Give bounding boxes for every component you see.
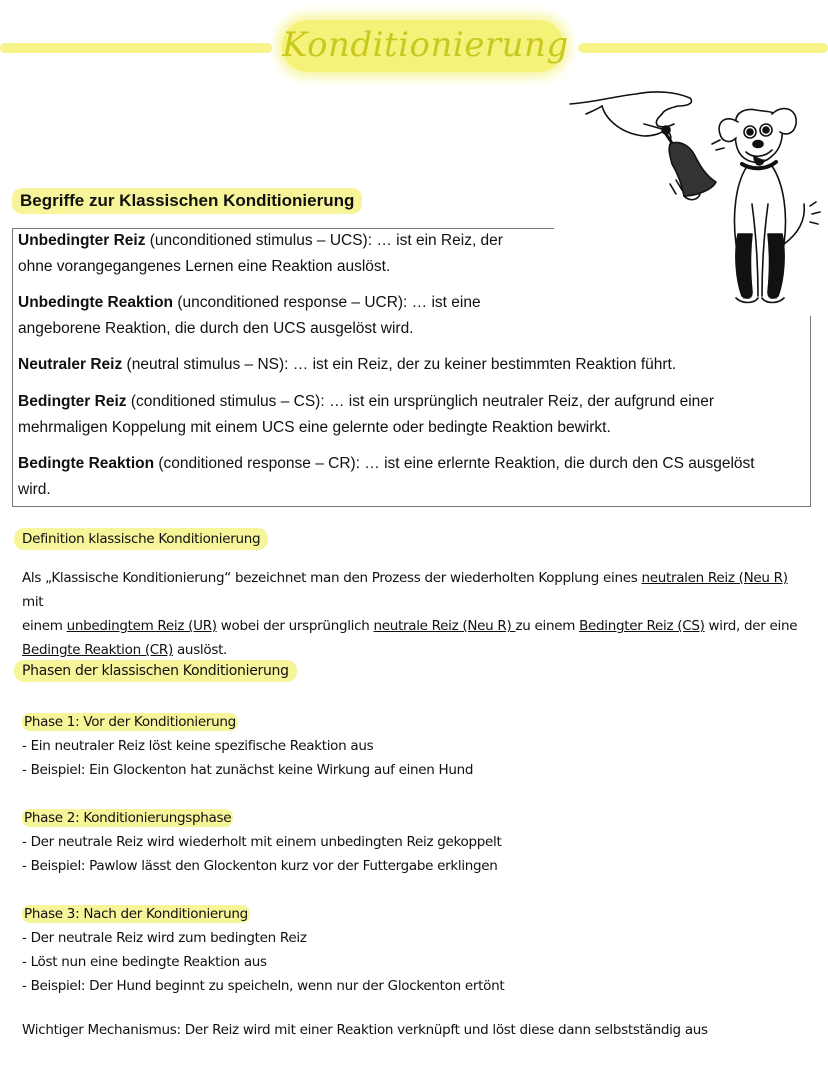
phase-1-title: Phase 1: Vor der Konditionierung <box>24 714 236 730</box>
list-item: - Der neutrale Reiz wird wiederholt mit einem unbedingten Reiz gekoppelt <box>22 834 502 850</box>
phase-1 <box>22 710 473 782</box>
mechanism-note: Wichtiger Mechanismus: Der Reiz wird mit einer Reaktion verknüpft und löst diese dann selbstständig aus <box>22 1022 708 1038</box>
phase-3-title: Phase 3: Nach der Konditionierung <box>24 906 248 922</box>
section-heading-phasen: Phasen der klassischen Konditionierung <box>14 660 297 682</box>
list-item: - Beispiel: Ein Glockenton hat zunächst keine Wirkung auf einen Hund <box>22 762 474 778</box>
page-title: Konditionierung <box>282 20 564 72</box>
definition-text: Als „Klassische Konditionierung“ bezeichnet man den Prozess der wiederholten Kopplung eines neutralen Reiz (Neu R) mit einem unbedingtem Reiz (UR) wobei der ursprünglich neutrale Reiz (Neu R) zu einem Bedingter Reiz (CS) wird, der eine Bedingte Reaktion (CR) auslöst. <box>22 570 798 658</box>
term-ucr: Unbedingte Reaktion (unconditioned response – UCR): … ist eine angeborene Reaktion, die durch den UCS ausgelöst wird. <box>18 294 481 337</box>
phase-2-title: Phase 2: Konditionierungsphase <box>24 810 232 826</box>
phase-3 <box>22 902 504 998</box>
list-item: - Löst nun eine bedingte Reaktion aus <box>22 954 267 970</box>
title-banner <box>0 18 828 74</box>
list-item: - Beispiel: Der Hund beginnt zu speicheln, wenn nur der Glockenton ertönt <box>22 978 505 994</box>
term-cr: Bedingte Reaktion (conditioned response – CR): … ist eine erlernte Reaktion, die durch den CS ausgelöst wird. <box>18 455 755 498</box>
list-item: - Beispiel: Pawlow lässt den Glockenton kurz vor der Futtergabe erklingen <box>22 858 498 874</box>
section-heading-definition: Definition klassische Konditionierung <box>14 528 268 550</box>
title-line-left <box>0 43 272 53</box>
list-item: - Ein neutraler Reiz löst keine spezifische Reaktion aus <box>22 738 374 754</box>
term-cs: Bedingter Reiz (conditioned stimulus – CS): … ist ein ursprünglich neutraler Reiz, der aufgrund einer mehrmaligen Koppelung mit einem UCS eine gelernte oder bedingte Reaktion bewirkt. <box>18 393 715 436</box>
title-line-right <box>578 43 828 53</box>
list-item: - Der neutrale Reiz wird zum bedingten Reiz <box>22 930 307 946</box>
term-ucs: Unbedingter Reiz (unconditioned stimulus – UCS): … ist ein Reiz, der ohne vorangegangenes Lernen eine Reaktion auslöst. <box>18 232 503 275</box>
term-ns: Neutraler Reiz (neutral stimulus – NS): … ist ein Reiz, der zu keiner bestimmten Reaktion führt. <box>18 356 677 373</box>
section-heading-begriffe: Begriffe zur Klassischen Konditionierung <box>12 188 362 214</box>
terms-box <box>12 228 810 507</box>
phase-2 <box>22 806 502 878</box>
